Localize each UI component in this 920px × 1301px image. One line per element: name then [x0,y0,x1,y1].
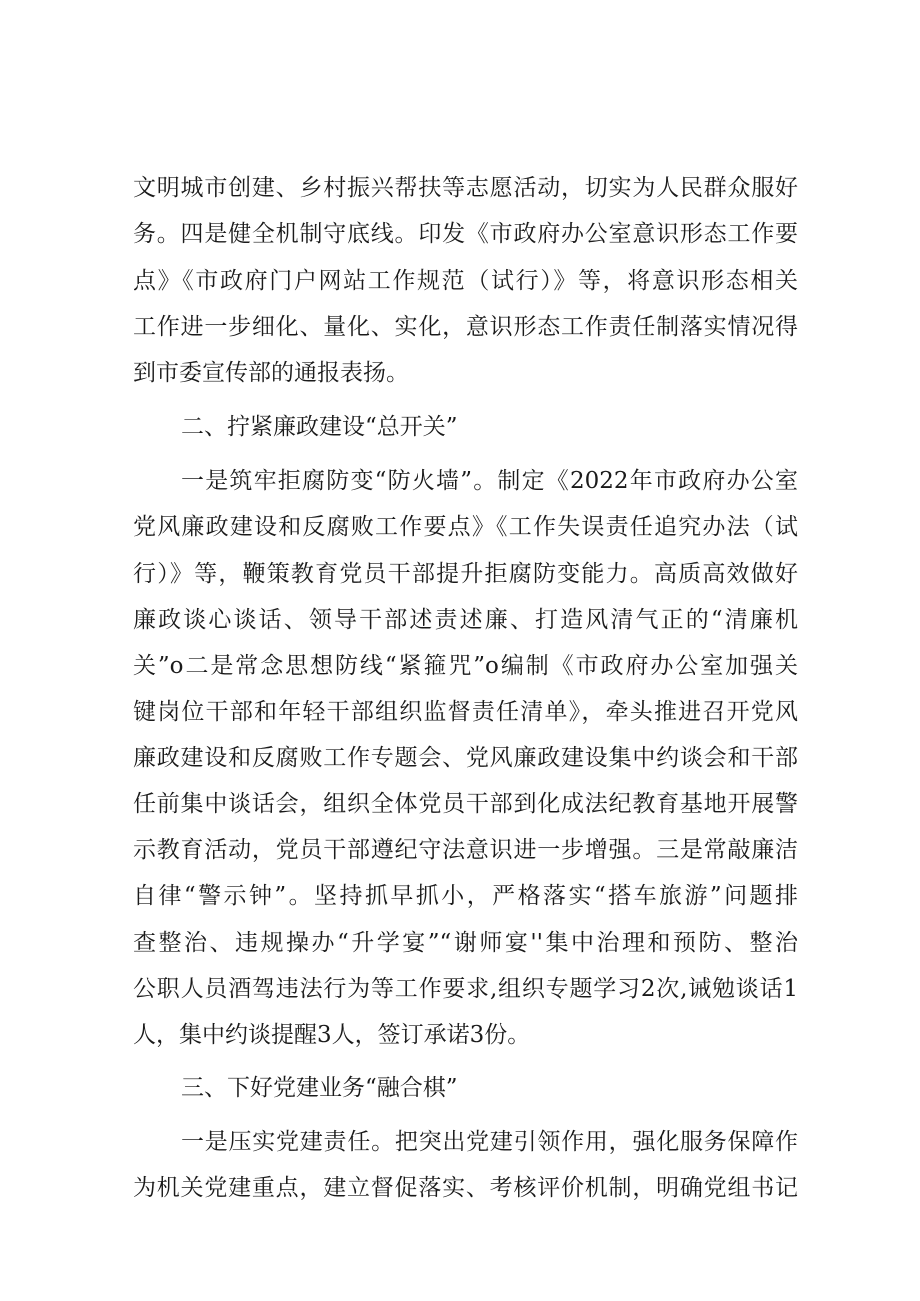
paragraph-line: 自律“警示钟”。坚持抓早抓小，严格落实“搭车旅游”问题排 [133,883,798,909]
paragraph-line: 文明城市创建、乡村振兴帮扶等志愿活动，切实为人民群众服好 [133,175,798,201]
paragraph-line: 公职人员酒驾违法行为等工作要求,组织专题学习2次,诫勉谈话1 [133,976,798,1002]
section-heading: 三、下好党建业务“融合棋” [181,1075,458,1101]
paragraph-line: 党风廉政建设和反腐败工作要点》《工作失误责任追究办法（试 [133,514,798,540]
paragraph-line: 人，集中约谈提醒3人，签订承诺3份。 [133,1022,531,1048]
paragraph-line: 键岗位干部和年轻干部组织监督责任清单》，牵头推进召开党风 [133,699,798,725]
paragraph-line: 工作进一步细化、量化、实化，意识形态工作责任制落实情况得 [133,314,798,340]
paragraph-line: 示教育活动，党员干部遵纪守法意识进一步增强。三是常敲廉洁 [133,837,798,863]
section-heading: 二、拧紧廉政建设“总开关” [181,414,458,440]
paragraph-line: 任前集中谈话会，组织全体党员干部到化成法纪教育基地开展警 [133,791,798,817]
paragraph-line: 廉政建设和反腐败工作专题会、党风廉政建设集中约谈会和干部 [133,745,798,771]
paragraph-line: 廉政谈心谈话、领导干部述责述廉、打造风清气正的“清廉机 [133,607,798,633]
paragraph-line: 查整治、违规操办“升学宴”“谢师宴''集中治理和预防、整治 [133,930,798,956]
paragraph-line: 为机关党建重点，建立督促落实、考核评价机制，明确党组书记 [133,1175,798,1201]
paragraph-line: 务。四是健全机制守底线。印发《市政府办公室意识形态工作要 [133,221,798,247]
paragraph-line: 一是压实党建责任。把突出党建引领作用，强化服务保障作 [181,1129,798,1155]
paragraph-line: 一是筑牢拒腐防变“防火墙”。制定《2022年市政府办公室 [181,468,798,494]
paragraph-line: 点》《市政府门户网站工作规范（试行）》等，将意识形态相关 [133,268,798,294]
paragraph-line: 到市委宣传部的通报表扬。 [133,360,409,386]
paragraph-line: 行）》等，鞭策教育党员干部提升拒腐防变能力。高质高效做好 [133,561,798,587]
paragraph-line: 关”o二是常念思想防线“紧箍咒”o编制《市政府办公室加强关 [133,653,798,679]
